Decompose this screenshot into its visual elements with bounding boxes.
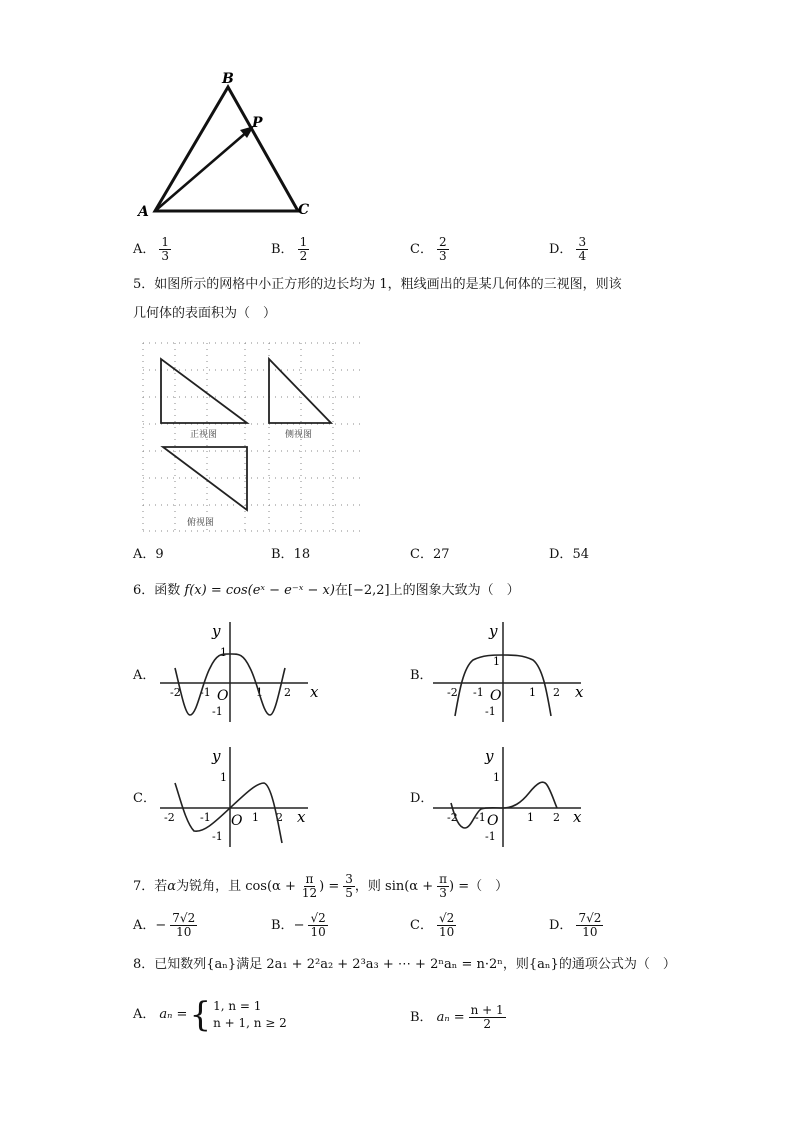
graph-b-tick-neg1: -1 [473,686,484,699]
graph-c-tick-1: 1 [252,811,259,824]
graph-c-tick-neg2: -2 [164,811,175,824]
graph-a-tick-2: 2 [284,686,291,699]
q6-option-d[interactable]: D． [410,791,434,806]
top-view [163,447,247,510]
q7-stem: 7．若 α 为锐角，且 cos(α + $\frac{\pi}{12}$ ) = $\frac{3}{5}$ ，则 sin(α + $\frac{\pi}{3}$ ) =（ ） [133,872,509,900]
graph-b-origin: O [490,688,502,704]
top-view-label: 俯视图 [187,518,215,528]
graph-d-tick-y1: 1 [493,771,500,784]
graph-a-tick-yneg1: -1 [212,705,223,718]
q6-stem: 6．函数 f(x) = cos(eˣ − e⁻ˣ − x)在[−2,2]上的图象大致为（ ） [133,583,520,598]
side-view-label: 侧视图 [285,430,313,440]
graph-b-tick-neg2: -2 [447,686,458,699]
graph-b-tick-y1: 1 [493,655,500,668]
graph-c-tick-yneg1: -1 [212,830,223,843]
piecewise-brace: { [189,995,212,1035]
q4-option-c[interactable]: C． $\frac{2}{3}$ [410,235,447,263]
graph-c-origin: O [231,813,243,829]
three-views-figure [135,335,365,535]
graph-d-tick-2: 2 [553,811,560,824]
q4-option-a[interactable]: A． $\frac{1}{3}$ [133,235,170,263]
graph-d-tick-yneg1: -1 [485,830,496,843]
graph-c-y-label: y [212,747,221,765]
q5-stem-line2: 几何体的表面积为（ ） [133,306,277,321]
graph-c [160,743,330,853]
graph-d [433,743,603,853]
graph-c-x-label: x [297,808,306,826]
q5-option-b[interactable]: B．18 [271,547,311,562]
label-a: A [138,204,149,220]
graph-d-x-label: x [573,808,582,826]
q7-option-a[interactable]: A． − $\frac{7√2}{10}$ [133,911,196,939]
graph-d-curve [451,782,557,828]
label-c: C [298,202,310,218]
graph-b-x-label: x [575,683,584,701]
graph-b [433,618,603,728]
q8-option-b[interactable]: B． aₙ = $\frac{n + 1}{2}$ [410,1003,504,1031]
q7-option-d[interactable]: D． $\frac{7√2}{10}$ [549,911,602,939]
graph-c-tick-y1: 1 [220,771,227,784]
graph-d-tick-neg2: -2 [447,811,458,824]
q7-option-c[interactable]: C． $\frac{√2}{10}$ [410,911,455,939]
graph-a [160,618,330,728]
q4-option-b[interactable]: B． $\frac{1}{2}$ [271,235,308,263]
q5-option-a[interactable]: A．9 [133,547,164,562]
q6-option-a[interactable]: A． [133,668,156,683]
graph-a-tick-y1: 1 [220,646,227,659]
graph-b-y-label: y [489,622,498,640]
q8-option-a[interactable]: A． aₙ = { 1, n = 1 n + 1, n ≥ 2 [133,995,287,1035]
graph-a-origin: O [217,688,229,704]
front-view [161,359,247,423]
graph-b-tick-1: 1 [529,686,536,699]
graph-d-origin: O [487,813,499,829]
q6-function: f(x) = cos(eˣ − e⁻ˣ − x) [184,583,335,598]
q7-option-b[interactable]: B． − $\frac{√2}{10}$ [271,911,326,939]
graph-b-tick-yneg1: -1 [485,705,496,718]
q6-option-b[interactable]: B． [410,668,433,683]
graph-c-tick-neg1: -1 [200,811,211,824]
q5-option-d[interactable]: D．54 [549,547,589,562]
graph-b-tick-2: 2 [553,686,560,699]
grid-dots [143,343,360,531]
label-p: P [252,115,263,131]
graph-a-tick-neg1: -1 [200,686,211,699]
graph-c-tick-2: 2 [276,811,283,824]
q8-stem: 8．已知数列{aₙ}满足 2a₁ + 2²a₂ + 2³a₃ + ⋯ + 2ⁿaₙ = n·2ⁿ，则{aₙ}的通项公式为（ ） [133,957,676,972]
q6-option-c[interactable]: C． [133,791,156,806]
graph-c-curve [175,783,282,843]
q5-stem-line1: 5．如图所示的网格中小正方形的边长均为 1，粗线画出的是某几何体的三视图，则该 [133,277,622,292]
q4-option-d[interactable]: D． $\frac{3}{4}$ [549,235,587,263]
q5-option-c[interactable]: C．27 [410,547,450,562]
graph-d-tick-neg1: -1 [475,811,486,824]
vector-ap [155,131,248,211]
graph-a-tick-neg2: -2 [170,686,181,699]
triangle-figure [130,70,330,220]
graph-a-tick-1: 1 [256,686,263,699]
graph-a-x-label: x [310,683,319,701]
front-view-label: 正视图 [190,430,218,440]
label-b: B [222,71,234,87]
graph-a-y-label: y [212,622,221,640]
graph-d-y-label: y [485,747,494,765]
side-view [269,359,331,423]
graph-d-tick-1: 1 [527,811,534,824]
